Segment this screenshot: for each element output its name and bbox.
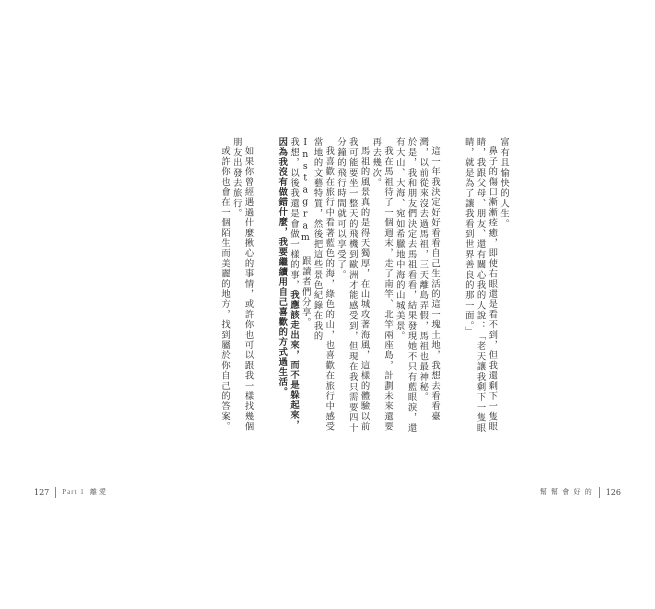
- paragraph-7: 我喜歡在旅行中看著藍色的海，綠色的山，也喜歡在旅行中感受當地的文藝特質，然後把這些景色紀錄在我的 Instagram 跟讀者們分享。: [299, 137, 335, 432]
- part-title: 離 愛: [89, 488, 107, 496]
- paragraph-5: 我在馬祖待了一個週末，走了南竿、北竿兩座島，計劃未來還要再去幾次。: [370, 137, 393, 432]
- footer-divider: [55, 487, 56, 498]
- vertical-text-block: [219, 137, 509, 437]
- page-number-left: 127: [34, 487, 50, 497]
- paragraph-1: 富有且愉快的人生。: [498, 137, 509, 229]
- paragraph-8: [276, 137, 300, 437]
- part-label: Part 1: [62, 488, 85, 496]
- footer-divider: [599, 487, 600, 498]
- paragraph-8-plain: 我想，以後我還是會做一樣的事，: [288, 137, 299, 290]
- paragraph-4: 於是，我和朋友們決定去馬祖看看，結果發現她不只有藍眼淚，還有大山、大海、宛如希臘地中海的山城美景。: [393, 137, 417, 433]
- paragraph-6: 馬祖的風景真的是得天獨厚，在山城攻著海風，這樣的體驗以前我可能要坐一整天的飛機到歐洲才能感受到，但現在我只需要四十分鐘的飛行時間就可以享受了。: [335, 137, 370, 433]
- paragraph-10: 或許你也會在一個陌生而美麗的地方，找到屬於你自己的答案。: [219, 146, 230, 432]
- paragraph-9: 如果你曾經遇過什麼揪心的事情，或許你也可以跟我一樣找幾個朋友出發去旅行。: [230, 137, 254, 432]
- paragraph-3: 這一年我決定好好看看自己生活的這一塊土地，我想去看看臺灣，以前從來沒去過馬祖，三天離島弄假，馬祖也最神秘。: [417, 137, 440, 422]
- book-title: 幫 幫 會 好 的: [539, 488, 593, 496]
- paragraph-8-bold: 我應該走出來，而不是躲起來，因為我沒有做錯什麼，我要繼續用自己喜歡的方式過生活。: [276, 137, 299, 430]
- paragraph-spacer: [440, 137, 462, 437]
- page-number-right: 126: [605, 487, 621, 497]
- paragraph-2: 鼻子的傷口漸漸痊癒，即使右眼還是看不到，但我還剩下一隻眼睛，我跟父母、朋友、還有關心我的人說：「老天讓我剩下一隻眼睛，就是為了讓我看到世界善良的那一面。」: [462, 137, 498, 433]
- footer-right: [540, 485, 621, 499]
- paragraph-spacer: [254, 137, 276, 437]
- footer-left: [34, 485, 106, 499]
